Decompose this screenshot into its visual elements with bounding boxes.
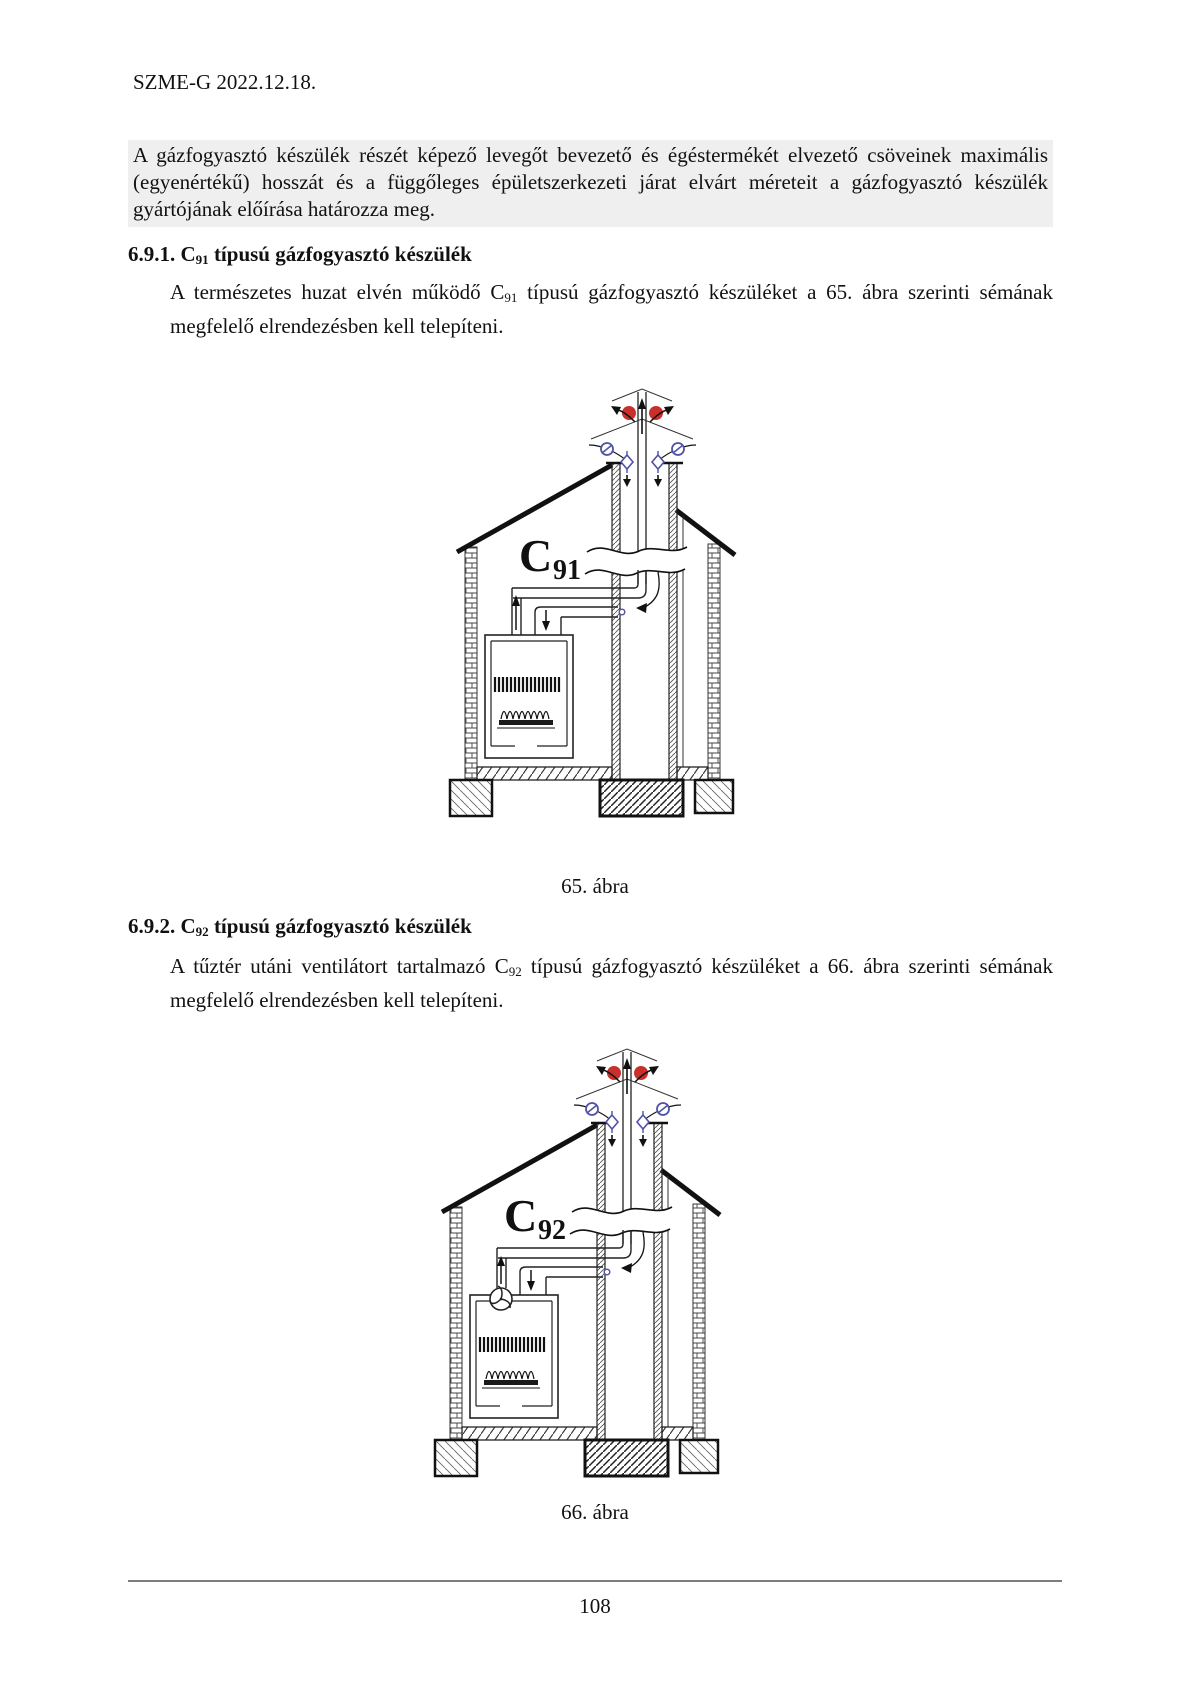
roof-outline (442, 1125, 720, 1215)
air-opening-icon (619, 609, 625, 615)
svg-text:C: C (519, 530, 553, 581)
section-heading-6-9-2 (128, 914, 472, 940)
paragraph-text: A természetes huzat elvén működő C (170, 280, 505, 304)
figure-type-label (519, 530, 581, 586)
svg-text:C: C (504, 1190, 538, 1241)
air-valve-icon (621, 451, 664, 487)
paragraph-subscript: 91 (504, 289, 518, 305)
figure-66-diagram (400, 1018, 780, 1478)
paragraph-subscript: 92 (508, 963, 522, 979)
brick-wall-right (708, 544, 720, 780)
paragraph-text: típusú gázfogyasztó készüléket a 66. ábra szerinti sémának megfelelő elrendezésben kell telepíteni. (170, 954, 1054, 1012)
paragraph-text: típusú gázfogyasztó készüléket a 65. ábra szerinti sémának megfelelő elrendezésben kell telepíteni. (170, 280, 1054, 338)
boiler (470, 1295, 558, 1418)
brick-wall-left (450, 1207, 462, 1440)
shaft-break-symbol (585, 547, 687, 575)
brick-wall-right (693, 1204, 705, 1440)
svg-text:92: 92 (538, 1215, 566, 1246)
air-inlet-icon (589, 443, 696, 460)
boiler (485, 635, 573, 758)
heading-text: típusú gázfogyasztó készülék (208, 914, 472, 938)
air-valve-icon (606, 1111, 649, 1147)
figure-type-label (504, 1190, 566, 1246)
air-opening-icon (604, 1269, 610, 1275)
heading-text: 6.9.1. C (128, 242, 196, 266)
c91-installation-scheme (415, 358, 795, 818)
heading-subscript: 91 (195, 251, 209, 267)
shaft-break-symbol (570, 1207, 672, 1235)
section-paragraph-6-9-2 (170, 952, 1053, 1014)
intro-paragraph: A gázfogyasztó készülék részét képező levegőt bevezető és égéstermékét elvezető csöveinek maximális (egyenértékű) hosszát és a függőleges épületszerkezeti járat elvárt méreteit a gázfogyasztó készülék gyártójának előírása határozza meg. (128, 140, 1053, 227)
brick-wall-left (465, 547, 477, 780)
fan-icon (490, 1286, 512, 1310)
c92-installation-scheme (400, 1018, 780, 1478)
air-inlet-icon (574, 1103, 681, 1120)
figure-65-caption: 65. ábra (561, 874, 629, 898)
section-heading-6-9-1 (128, 242, 472, 268)
heading-text: 6.9.2. C (128, 914, 196, 938)
roof-outline (457, 465, 735, 555)
paragraph-text: A tűztér utáni ventilátort tartalmazó C (170, 954, 509, 978)
foundation-blocks (450, 780, 733, 816)
air-flow-arrow (630, 1232, 644, 1267)
footer-divider (128, 1580, 1062, 1582)
figure-66-caption: 66. ábra (561, 1500, 629, 1524)
page-number: 108 (579, 1594, 611, 1618)
chimney-terminal (574, 1049, 681, 1147)
chimney-terminal (589, 389, 696, 487)
heading-subscript: 92 (195, 923, 209, 939)
foundation-blocks (435, 1440, 718, 1476)
air-flow-arrow (645, 572, 659, 607)
page-header: SZME-G 2022.12.18. (133, 70, 317, 94)
figure-65-diagram (415, 358, 795, 818)
svg-text:91: 91 (553, 555, 581, 586)
heading-text: típusú gázfogyasztó készülék (208, 242, 472, 266)
section-paragraph-6-9-1 (170, 278, 1053, 340)
